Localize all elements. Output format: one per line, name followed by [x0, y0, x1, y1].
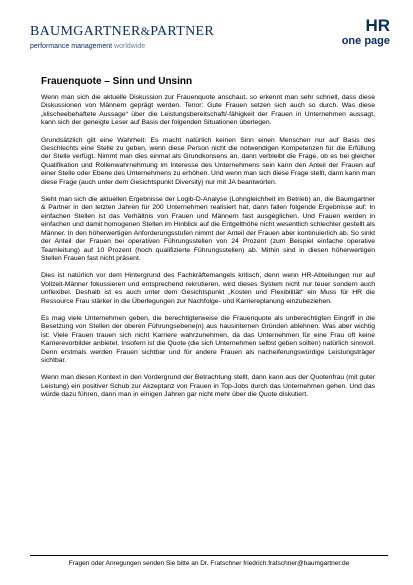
footer-divider: [30, 555, 388, 556]
paragraph: Sieht man sich die aktuellen Ergebnisse der Logib-D-Analyse (Lohngleichheit im Betrieb) an, die Baumgartner & Partner in den letzten Jahren für 200 Unternehmen realisiert hat, dann fallen folgende Ergebnisse auf: In einfachen Stellen ist das Verhältnis von Frauen und Männern fast ausgeglichen. Und Frauen werden in einfachen und damit homogenen Stellen im Hinblick auf die Entgelthöhe nicht wesentlich schlechter gestellt als Männer. In den höherwertigen Anforderungsstufen nimmt der Anteil der Frauen aber kontinuierlich ab. So sinkt der Anteil der Frauen bei operativen Führungsstellen von 24 Prozent (zum Beispiel einfache operative Teamleitung) auf 10 Prozent (hoch qualifizierte Führungsstellen) ab. Mithin sind in diesen höherwertigen Stellen Frauen fast nicht präsent.: [41, 196, 375, 262]
header: [30, 18, 390, 58]
page-title: Frauenquote – Sinn und Unsinn: [41, 76, 193, 87]
tagline-main: performance management: [30, 43, 115, 50]
paragraph: Grundsätzlich gilt eine Wahrheit: Es macht natürlich keinen Sinn einen Menschen nur auf Basis des Geschlechts eine Stelle zu geben, wenn diese Person nicht die notwendigen Kompetenzen für die Erfüllung der Stelle verfügt. Nimmt man dies einmal als Grundkonsens an, dann verbleibt die Frage, ob es bei gleicher Qualifikation und Rollenwahrnehmung im Interesse des Unternehmens sein kann den Anteil der Frauen auf einer Stelle oder Ebene des Unternehmens zu erhöhen. Und wenn man sich diese Frage stellt, dann kann man diese Frage (auch unter dem Gesichtspunkt Diversity) nur mit JA beantworten.: [41, 136, 376, 186]
logo-tagline: [30, 43, 145, 50]
logo-amp: &: [140, 24, 151, 38]
paragraph: Es mag viele Unternehmen geben, die berechtigterweise die Frauenquote als unberechtigten Eingriff in die Besetzung von Stellen der oberen Führungsebene(n) aus hausinternen Gründen ablehnen. Was aber wichtig ist: Viele Frauen trauen sich nicht Karriere wahrzunehmen, da das Unternehmen für eine Frau oft keine Karrierevorbilder anbietet. Insofern ist die Quote (die sich Unternehmen selbst geben sollten) natürlich sinnvoll. Denn erstmals werden Frauen sichtbar und für andere Frauen als nacheiferungswürdige Leistungsträger sichtbar.: [41, 314, 375, 364]
badge-sub: one page: [341, 35, 390, 47]
article-body: [41, 94, 375, 409]
badge-hr: HR: [365, 16, 390, 35]
hr-one-page-badge: [334, 18, 390, 58]
logo-part1: BAUMGARTNER: [30, 24, 141, 39]
logo-part2: PARTNER: [150, 24, 214, 39]
paragraph: Dies ist natürlich vor dem Hintergrund des Fachkräftemangels kritisch, denn wenn HR-Abteilungen nur auf Vollzeit-Männer fokussieren und entsprechend rekrutieren, wird dieses System nicht nur teuer sondern auch unflexibel. Deshalb ist es auch unter dem Gesichtspunkt „Kosten und Flexibilität“ ein Muss für HR die Ressource Frau stärker in die Überlegungen zur Nachfolge- und Karriereplanung einzubeziehen.: [41, 272, 375, 305]
paragraph: Wenn man sich die aktuelle Diskussion zur Frauenquote anschaut, so erkennt man sehr schnell, dass diese Diskussionen von Männern geprägt werden. Tenor: Gute Frauen setzen sich auch so durch. Was diese „klischeebehaftete Aussage“ über die Leistungsbereitschaft/-fähigkeit der Frauen in Unternehmen aussagt, kann sich der geneigte Leser auf Basis der folgenden Situationen überlegen.: [41, 94, 375, 127]
footer-contact: Fragen oder Anregungen senden Sie bitte an Dr. Fratschner friedrich.fratschner@baumgartner.de: [68, 560, 350, 567]
paragraph: Wenn man diesen Kontext in den Vordergrund der Betrachtung stellt, dann kann aus der Quotenfrau (mit guter Leistung) ein positiver Schub zur Akzeptanz von Frauen in Top-Jobs durch das Unternehmen gehen. Und das würde dazu führen, dann man in einigen Jahren gar nicht mehr über die Quote diskutiert.: [41, 374, 375, 399]
company-logo: [30, 24, 214, 40]
tagline-accent: worldwide: [114, 43, 146, 50]
